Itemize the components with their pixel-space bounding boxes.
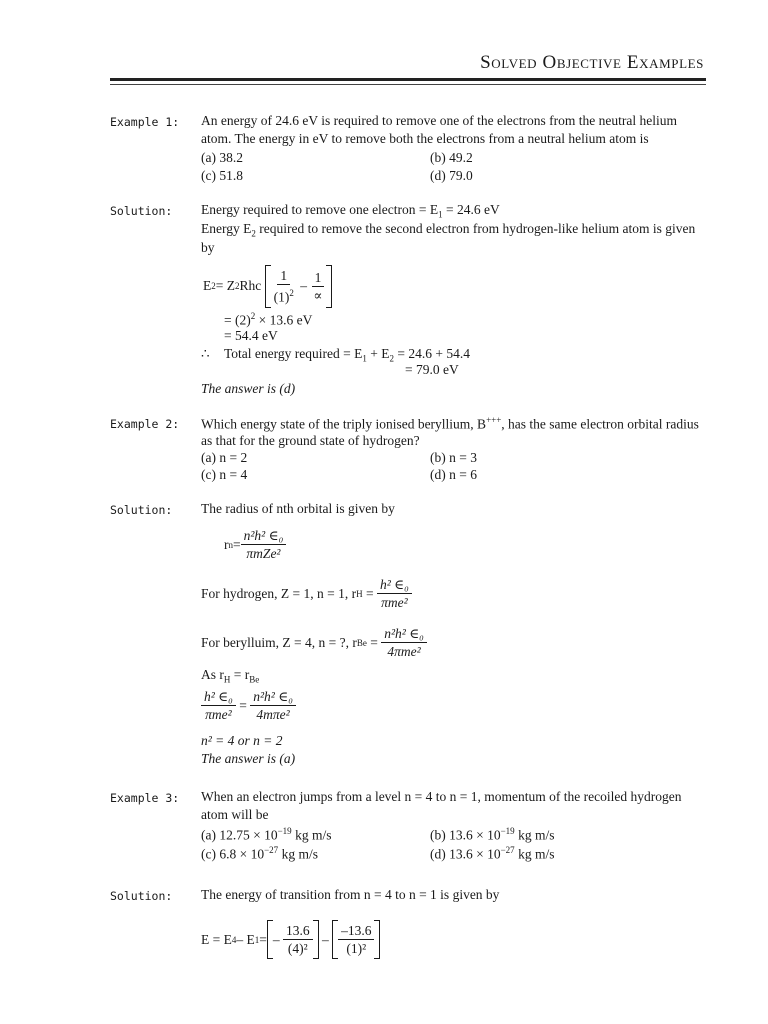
solution-2-fraction-5: $\frac{\text{n²h² ∈₀}}{\text{4mπe²}}$ [250,688,296,723]
header-rule-thick [110,78,706,81]
example-3-option-b: (b) $13.6 \times 10^{-19}$ kg m/s [430,826,555,843]
solution-1-label: Solution: [110,204,173,218]
example-1-option-d: (d) 79.0 [430,168,473,183]
solution-2-hydrogen-line: For hydrogen, Z = 1, n = 1, r H = $\frac{\text{h² ∈₀}}{\text{πme²}}$ [201,576,412,611]
solution-1-line-1: Energy required to remove one electron = $E_1 = 24.6$ eV [201,202,500,220]
example-2-option-a: (a) n = 2 [201,450,248,465]
solution-3-fraction-1: $\frac{13.6}{\text{(4)²}}$ [283,922,313,957]
solution-3-equation: E = E 4 – E 1 = – $\frac{13.6}{\text{(4)²}}$ – $\frac{-13.6}{\text{(1)²}}$ [201,920,380,959]
therefore-symbol: ∴ [201,346,210,361]
example-1-question-line-2: atom. The energy in eV to remove both the electrons from a neutral helium atom is [201,131,649,146]
solution-3-bracket-2 [332,920,380,959]
solution-1-equation: E 2 = Z 2 Rhc $\frac{1}{(1)^2}$ – $\frac{1}{\propto}$ [203,265,332,308]
solution-1-line-3: by [201,240,215,255]
solution-2-result: n² = 4 or n = 2 [201,733,283,748]
solution-2-equality: $\frac{\text{h² ∈₀}}{\text{πme²}}$ = $\frac{\text{n²h² ∈₀}}{\text{4mπe²}}$ [201,688,296,723]
solution-3-label: Solution: [110,889,173,903]
example-1-label: Example 1: [110,115,180,129]
solution-1-fraction-2: $\frac{1}{\propto}$ [313,269,323,303]
example-3-option-d: (d) $13.6 \times 10^{-27}$ kg m/s [430,845,555,862]
solution-2-line-1: The radius of nth orbital is given by [201,501,395,516]
example-2-option-b: (b) n = 3 [430,450,477,465]
page-header-title: Solved Objective Examples [480,52,704,73]
solution-2-beryllium-line: For berylluim, Z = 4, n = ?, r Be = $\frac{\text{n²h² ∈₀}}{\text{4πme²}}$ [201,625,427,660]
example-1-option-a: (a) 38.2 [201,150,243,165]
solution-2-fraction-2: $\frac{\text{h² ∈₀}}{\text{πme²}}$ [377,576,412,611]
example-2-question-line-1: Which energy state of the triply ionised beryllium, B+++, has the same electron orbital radius [201,415,699,432]
solution-3-fraction-2: $\frac{-13.6}{\text{(1)²}}$ [338,922,374,957]
solution-1-line-4: = $(2)^2 \times 13.6$ eV [224,311,313,328]
example-1-question-line-1: An energy of 24.6 eV is required to remove one of the electrons from the neutral helium [201,113,677,128]
header-rule-thin [110,84,706,85]
example-1-option-b: (b) 49.2 [430,150,473,165]
solution-2-fraction-3: $\frac{\text{n²h² ∈₀}}{\text{4πme²}}$ [381,625,427,660]
solution-1-line-7: = 79.0 eV [405,362,459,377]
solution-1-line-6: Total energy required = $E_1 + E_2 = 24.6 + 54.4$ [224,346,470,364]
solution-1-line-5: = 54.4 eV [224,328,278,343]
example-2-option-c: (c) n = 4 [201,467,248,482]
solution-2-fraction-4: $\frac{\text{h² ∈₀}}{\text{πme²}}$ [201,688,236,723]
solution-3-bracket-1: – $\frac{13.6}{\text{(4)²}}$ [267,920,319,959]
solution-1-answer: The answer is (d) [201,381,296,396]
example-1-option-c: (c) 51.8 [201,168,243,183]
solution-2-radius-equation: r n = $\frac{\text{n²h² ∈₀}}{\text{πmZe²}}$ [224,527,286,562]
example-2-option-d: (d) n = 6 [430,467,477,482]
solution-2-fraction-1: $\frac{\text{n²h² ∈₀}}{\text{πmZe²}}$ [241,527,287,562]
solution-2-label: Solution: [110,503,173,517]
solution-2-as-line: As $r_H = r_{Be}$ [201,667,260,685]
solution-1-fraction-1: $\frac{1}{(1)^2}$ [273,268,294,305]
example-3-question-line-2: atom will be [201,807,269,822]
example-3-option-c: (c) $6.8 \times 10^{-27}$ kg m/s [201,845,318,862]
example-3-option-a: (a) $12.75 \times 10^{-19}$ kg m/s [201,826,332,843]
solution-2-answer: The answer is (a) [201,751,296,766]
example-3-question-line-1: When an electron jumps from a level n = 4 to n = 1, momentum of the recoiled hydrogen [201,789,682,804]
solution-1-bracket: $\frac{1}{(1)^2}$ – $\frac{1}{\propto}$ [265,265,332,308]
solution-1-line-2: Energy $E_2$ required to remove the second electron from hydrogen-like helium atom is given [201,221,696,239]
example-2-label: Example 2: [110,417,180,431]
example-3-label: Example 3: [110,791,180,805]
example-2-question-line-2: as that for the ground state of hydrogen? [201,433,420,448]
solution-3-line-1: The energy of transition from n = 4 to n = 1 is given by [201,887,500,902]
